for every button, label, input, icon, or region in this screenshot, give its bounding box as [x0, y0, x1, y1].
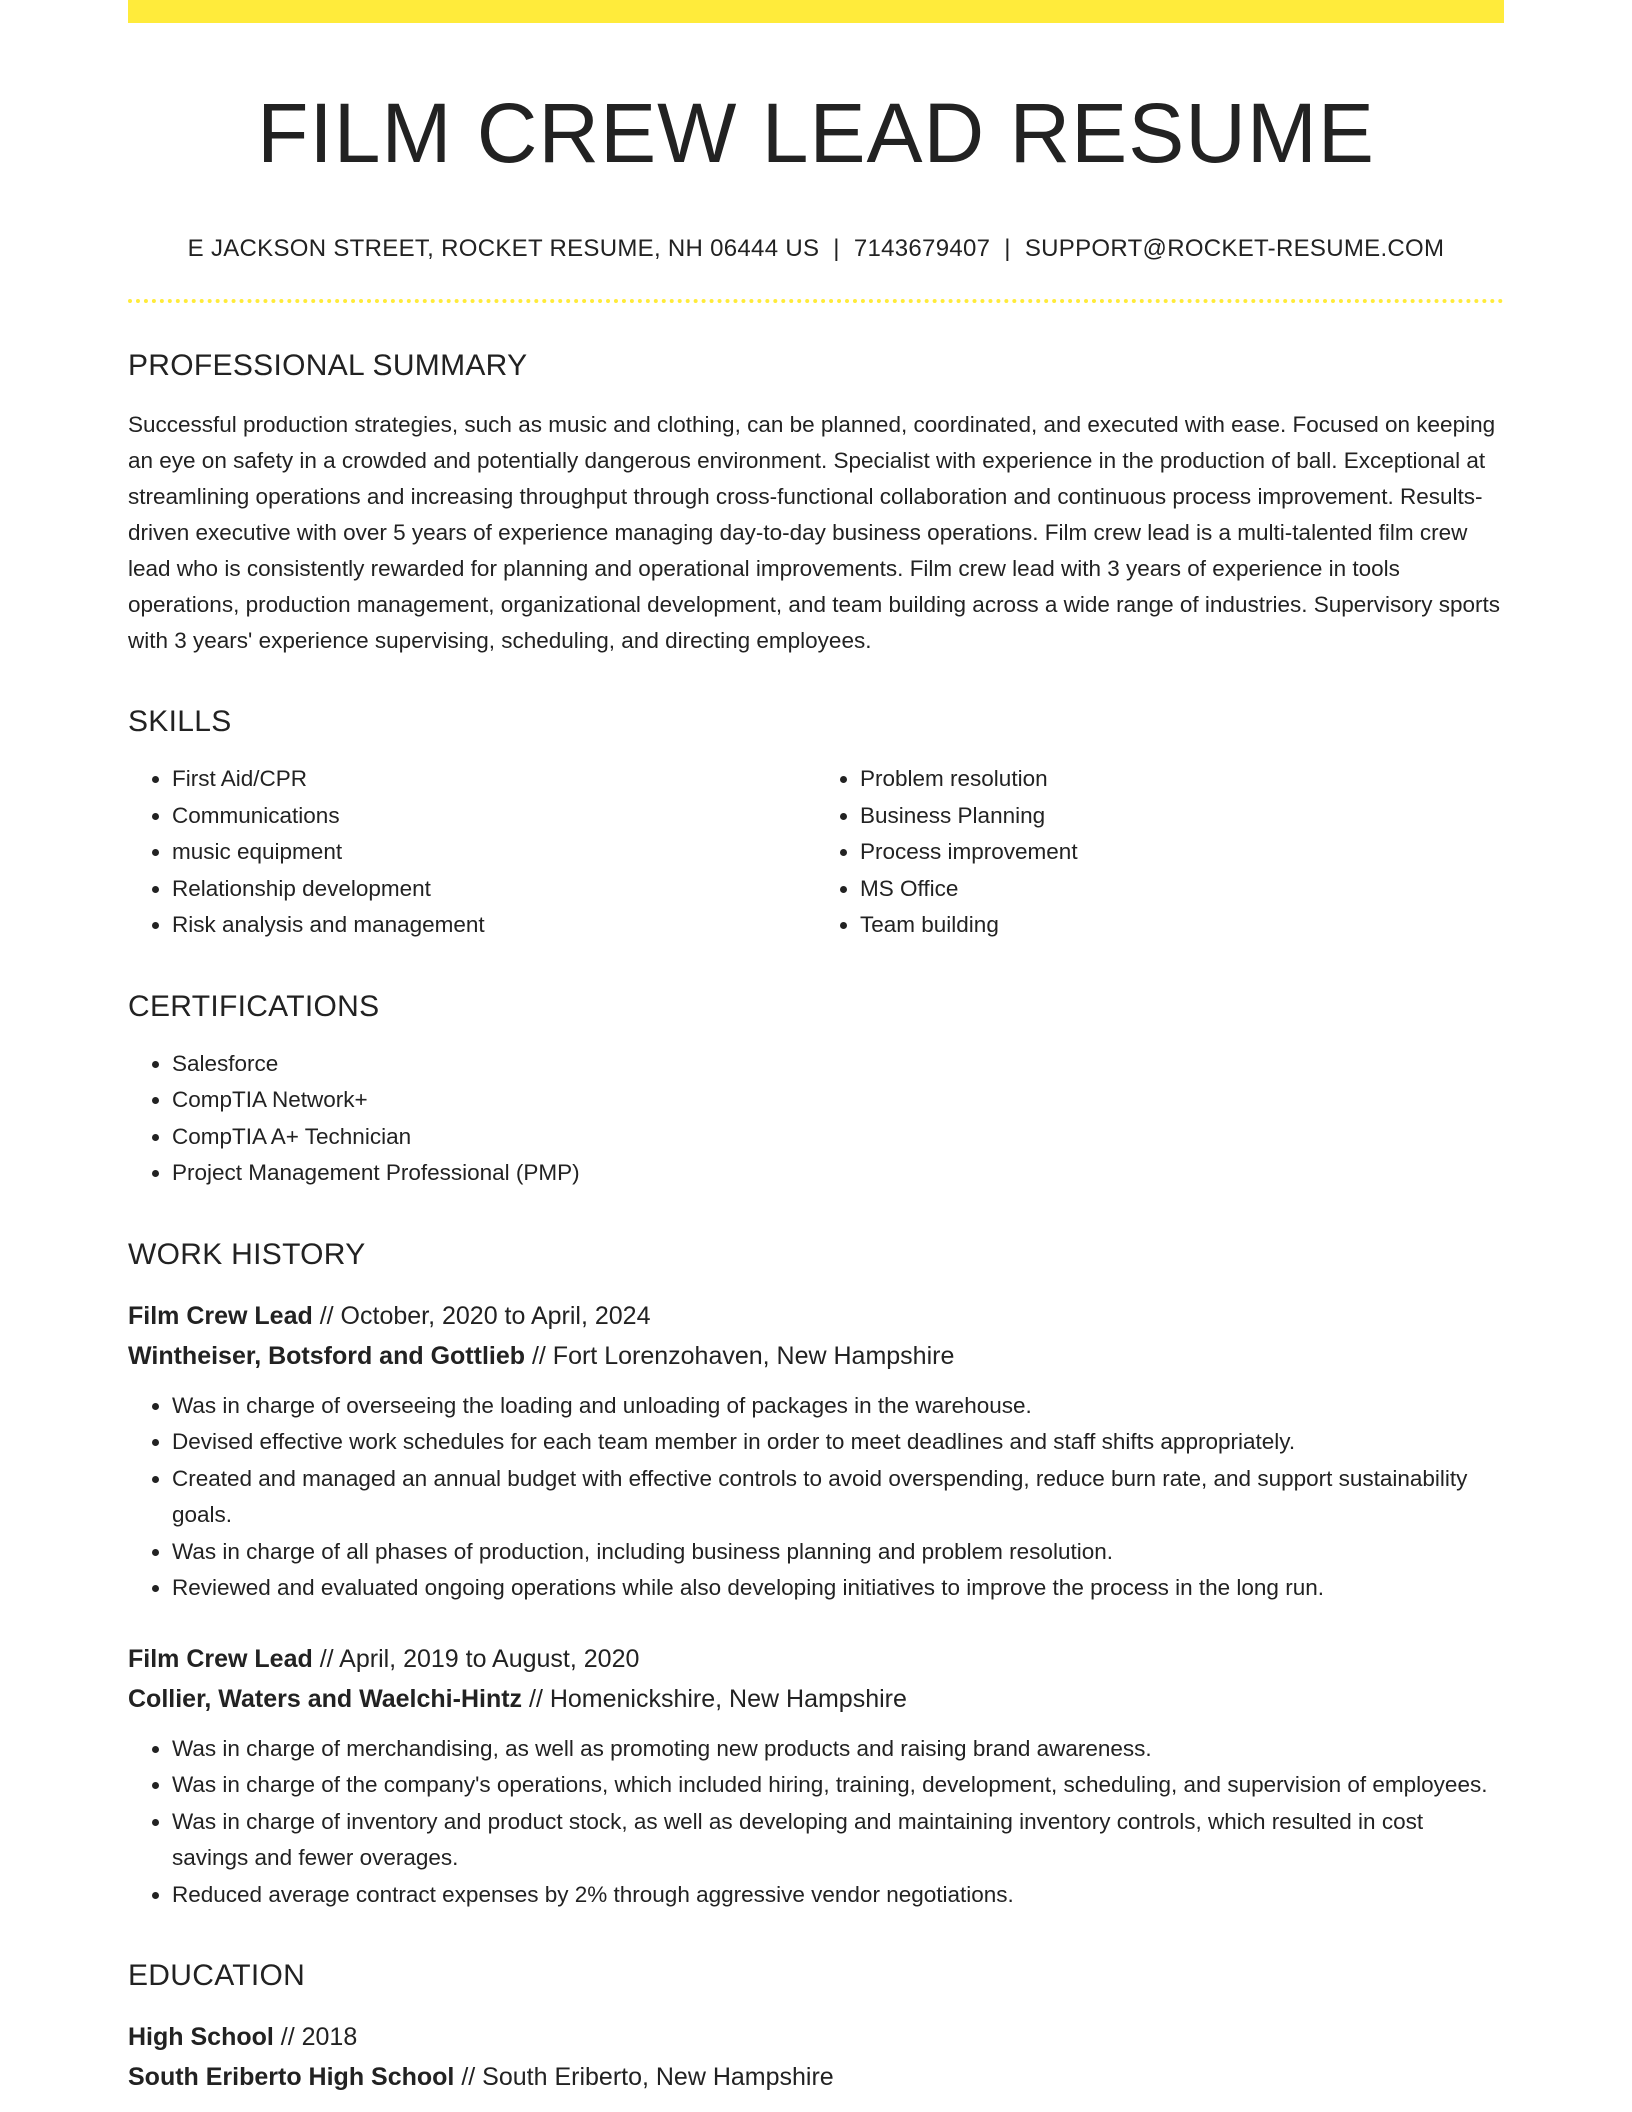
job-entry [128, 1296, 1504, 1607]
contact-separator: | [833, 235, 840, 263]
job-bullet: • Devised effective work schedules for each team member in order to meet deadlines and staff shifts appropriately. [172, 1424, 1504, 1461]
skills-list-left [128, 761, 816, 944]
skills-heading: SKILLS [128, 705, 232, 739]
job-bullet: • Was in charge of inventory and product stock, as well as developing and maintaining inventory controls, which resulted in cost savings and fewer overages. [172, 1804, 1504, 1877]
education-degree-line [128, 2017, 1504, 2057]
job-company-line [128, 1679, 1504, 1719]
certifications-list [128, 1046, 1504, 1192]
summary-heading: PROFESSIONAL SUMMARY [128, 349, 528, 383]
job-location: // Homenickshire, New Hampshire [522, 1684, 907, 1713]
job-company-line [128, 1336, 1504, 1376]
job-title-line [128, 1639, 1504, 1679]
contact-email: SUPPORT@ROCKET-RESUME.COM [1024, 235, 1445, 263]
job-bullet: • Was in charge of all phases of production, including business planning and problem resolution. [172, 1534, 1504, 1571]
job-title-line [128, 1296, 1504, 1336]
job-bullet: • Reduced average contract expenses by 2% through aggressive vendor negotiations. [172, 1877, 1504, 1914]
certifications-heading: CERTIFICATIONS [128, 989, 380, 1023]
skill-item: • music equipment [172, 834, 816, 871]
contact-phone: 7143679407 [853, 235, 991, 263]
job-title: Film Crew Lead [128, 1644, 313, 1673]
skill-item: • Process improvement [860, 834, 1504, 871]
skill-item: • Communications [172, 798, 816, 835]
job-company: Collier, Waters and Waelchi-Hintz [128, 1684, 523, 1713]
contact-separator: | [1004, 235, 1011, 263]
education-degree: High School [128, 2023, 274, 2052]
job-location: // Fort Lorenzohaven, New Hampshire [525, 1341, 955, 1370]
job-bullets [128, 1388, 1504, 1607]
job-entry [128, 1639, 1504, 1914]
skills-columns [128, 761, 1504, 944]
skill-item: • Problem resolution [860, 761, 1504, 798]
job-dates: // April, 2019 to August, 2020 [312, 1644, 640, 1673]
skill-item: • First Aid/CPR [172, 761, 816, 798]
skill-item: • Business Planning [860, 798, 1504, 835]
job-bullet: • Was in charge of merchandising, as well as promoting new products and raising brand awareness. [172, 1731, 1504, 1768]
job-bullets [128, 1731, 1504, 1914]
education-heading: EDUCATION [128, 1959, 306, 1993]
contact-address: E JACKSON STREET, ROCKET RESUME, NH 06444 US [187, 235, 820, 263]
resume-page [128, 0, 1504, 2097]
skill-item: • Risk analysis and management [172, 907, 816, 944]
job-company: Wintheiser, Botsford and Gottlieb [128, 1341, 526, 1370]
certification-item: • Project Management Professional (PMP) [172, 1155, 1504, 1192]
education-location: // South Eriberto, New Hampshire [454, 2063, 834, 2092]
education-school: South Eriberto High School [128, 2063, 455, 2092]
skill-item: • MS Office [860, 871, 1504, 908]
accent-top-bar [128, 0, 1504, 23]
certification-item: • CompTIA A+ Technician [172, 1119, 1504, 1156]
education-school-line [128, 2057, 1504, 2097]
skills-list-right [816, 761, 1504, 944]
job-dates: // October, 2020 to April, 2024 [312, 1301, 651, 1330]
job-bullet: • Was in charge of the company's operations, which included hiring, training, development, scheduling, and supervision of employees. [172, 1767, 1504, 1804]
contact-line [128, 235, 1504, 263]
certification-item: • Salesforce [172, 1046, 1504, 1083]
skill-item: • Team building [860, 907, 1504, 944]
education-year: // 2018 [273, 2023, 358, 2052]
resume-title: FILM CREW LEAD RESUME [257, 86, 1375, 180]
job-bullet: • Created and managed an annual budget with effective controls to avoid overspending, reduce burn rate, and support sustainability goals. [172, 1461, 1504, 1534]
skill-item: • Relationship development [172, 871, 816, 908]
summary-text: Successful production strategies, such as music and clothing, can be planned, coordinated, and executed with ease. Focused on keeping an eye on safety in a crowded and potentially dangerous environment. Specialist with experience in the production of ball. Exceptional at streamlining operations and increasing throughput through cross-functional collaboration and continuous process improvement. Results-driven executive with over 5 years of experience managing day-to-day business operations. Film crew lead is a multi-talented film crew lead who is consistently rewarded for planning and operational improvements. Film crew lead with 3 years of experience in tools operations, production management, organizational development, and team building across a wide range of industries. Supervisory sports with 3 years' experience supervising, scheduling, and directing employees. [128, 412, 1501, 654]
education-entry [128, 2017, 1504, 2097]
job-bullet: • Reviewed and evaluated ongoing operations while also developing initiatives to improve the process in the long run. [172, 1570, 1504, 1607]
dotted-divider [128, 299, 1504, 303]
work-history-heading: WORK HISTORY [128, 1237, 366, 1271]
job-bullet: • Was in charge of overseeing the loading and unloading of packages in the warehouse. [172, 1388, 1504, 1425]
certification-item: • CompTIA Network+ [172, 1082, 1504, 1119]
job-title: Film Crew Lead [128, 1301, 313, 1330]
